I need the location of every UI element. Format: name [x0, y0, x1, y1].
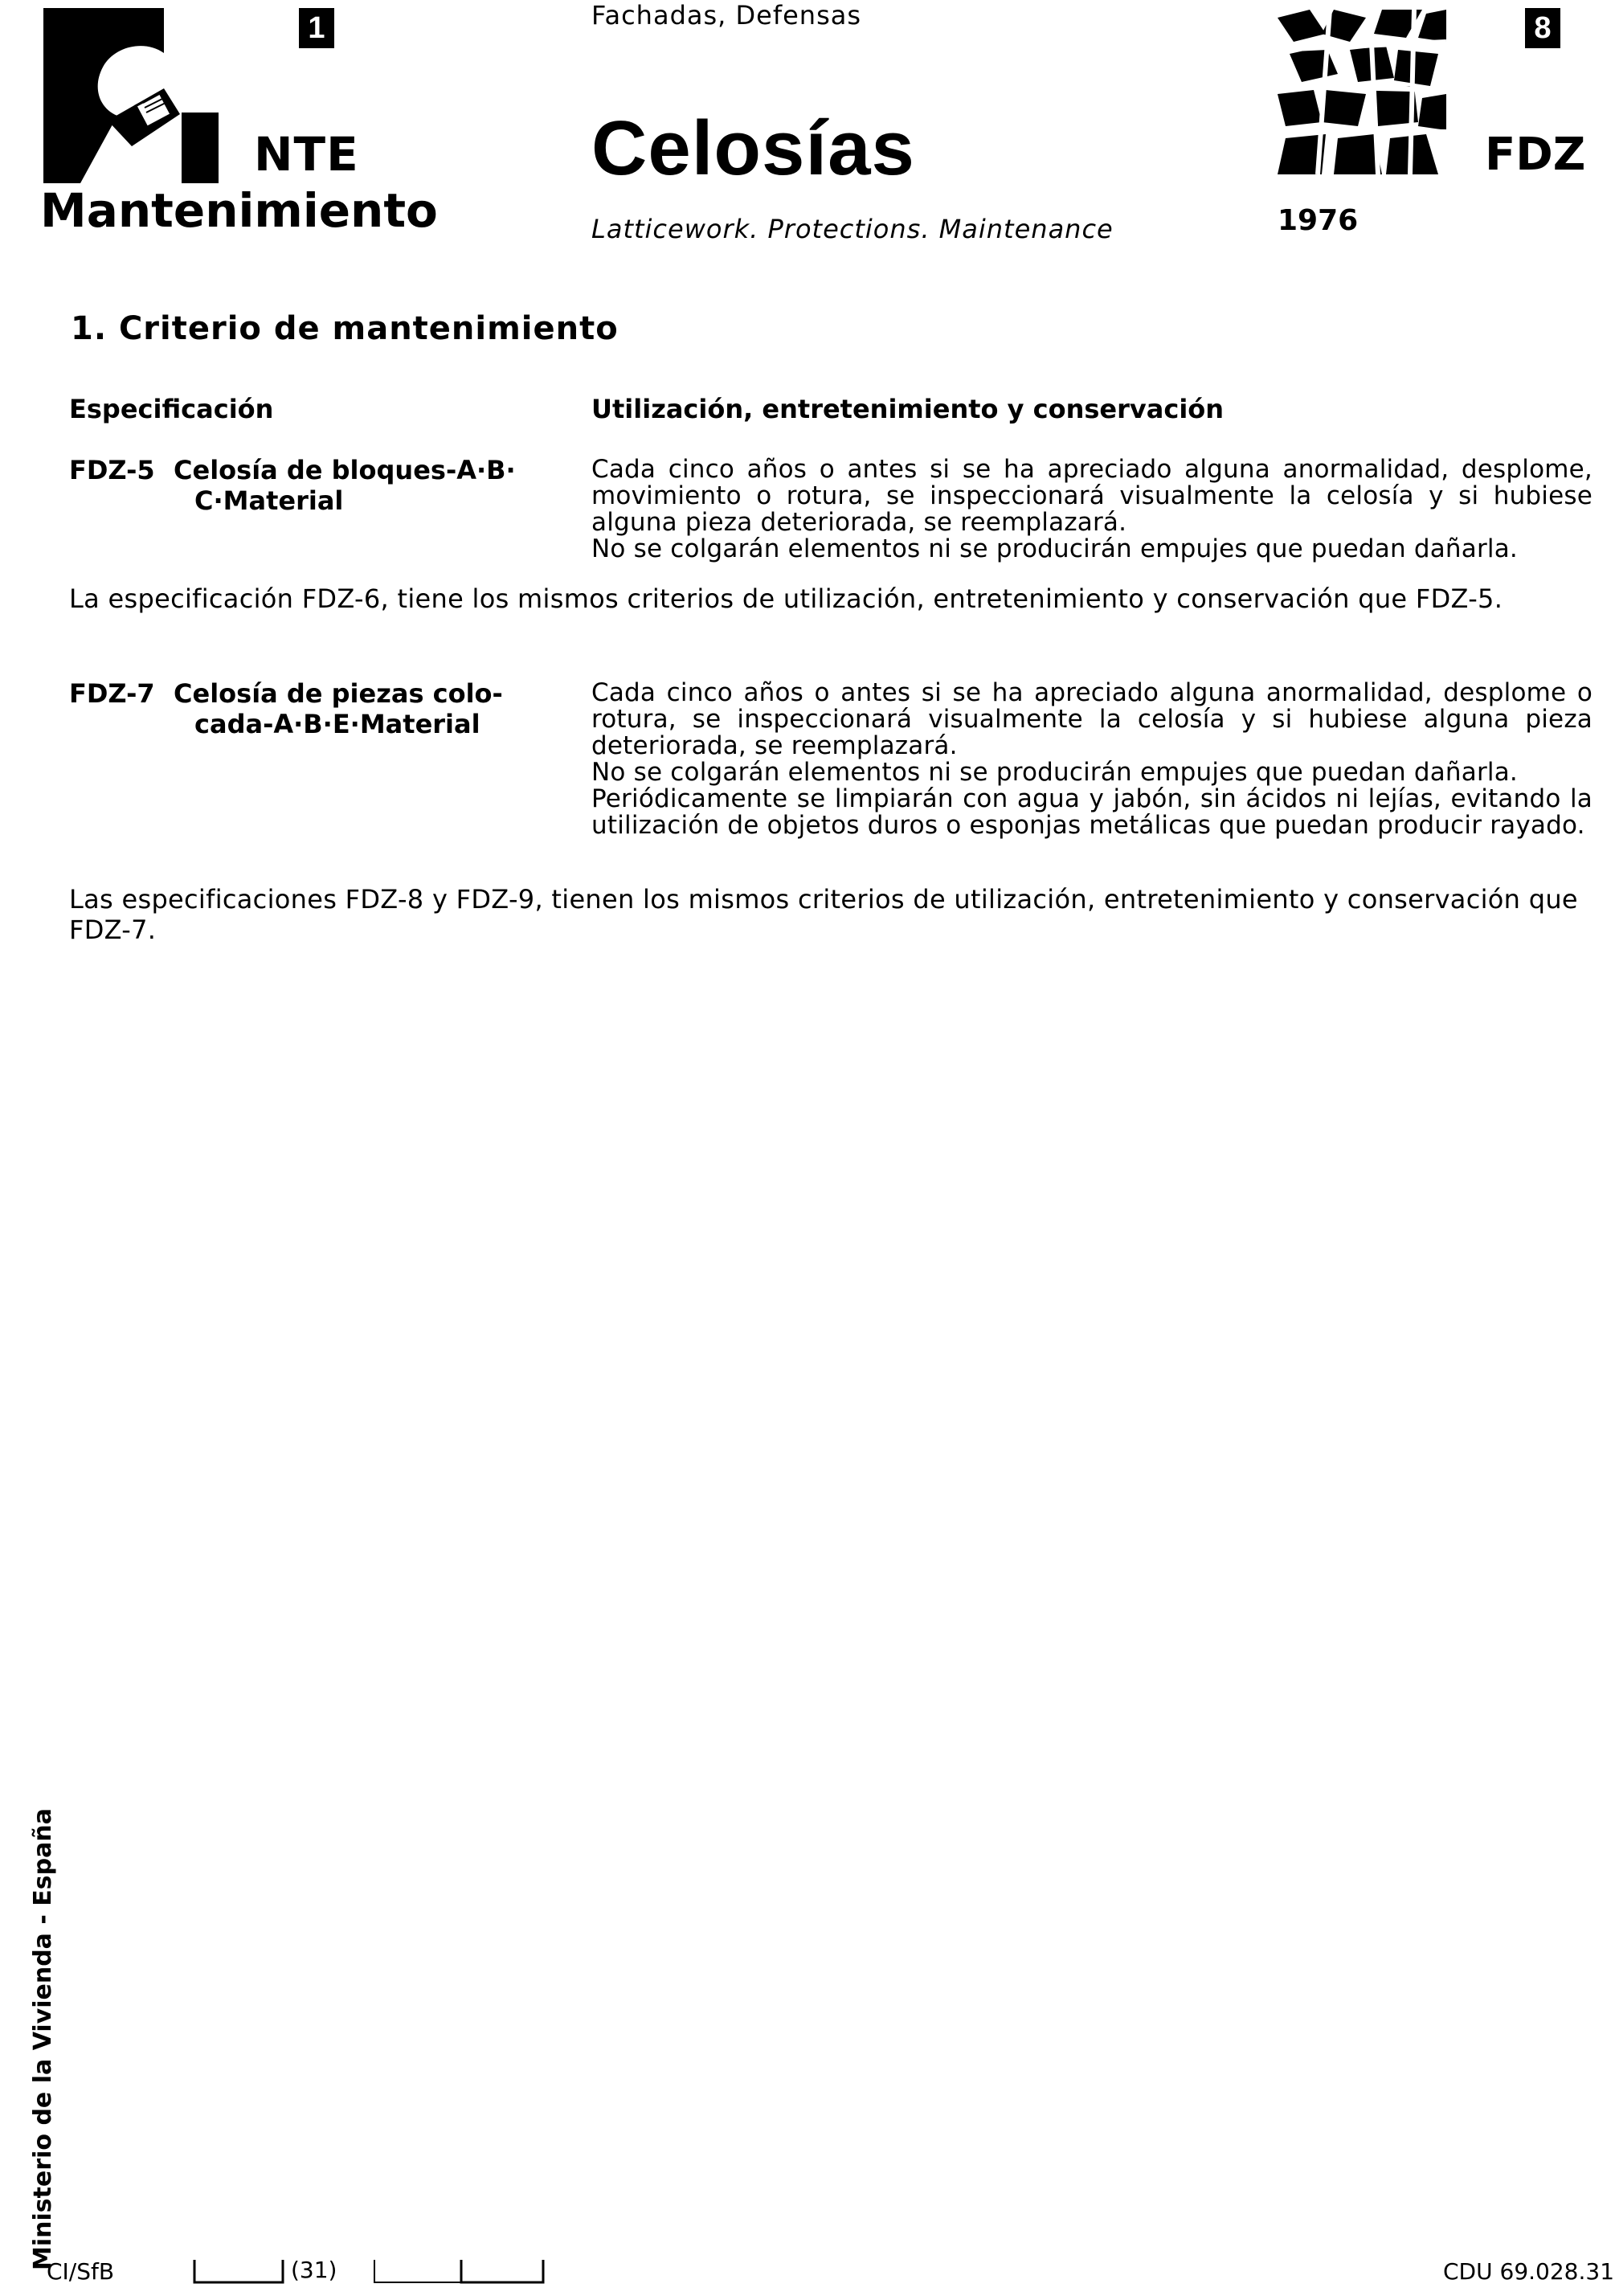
page-subtitle: Latticework. Protections. Maintenance [591, 214, 1114, 244]
column-header-use: Utilización, entretenimiento y conservación [591, 394, 1225, 424]
cisfb-boxes [193, 2255, 546, 2287]
nte-logo [43, 8, 236, 183]
spec-description [591, 680, 1593, 839]
column-header-spec: Especificación [69, 394, 274, 424]
document-code: FDZ [1485, 129, 1586, 181]
badge-right: 8 [1525, 8, 1560, 48]
cisfb-label: CI/SfB [47, 2258, 115, 2285]
spec-name [174, 678, 503, 739]
nte-label: NTE [254, 127, 359, 182]
paragraph: Cada cinco años o antes si se ha apreciado alguna anormalidad, desplome, movimiento o rotura, se inspeccionará visualmente la celosía y si hubiese alguna pieza deteriorada, se reemplazará. [591, 455, 1593, 537]
paragraph: No se colgarán elementos ni se producirán empujes que puedan dañarla. [591, 534, 1518, 563]
page-title: Celosías [591, 105, 915, 191]
spec-name-line: cada-A·B·E·Material [194, 709, 480, 739]
ministry-label [0, 1808, 57, 2270]
spec-name-line: Celosía de bloques-A·B· [174, 455, 516, 485]
spec-name-line: Celosía de piezas colo- [174, 678, 503, 709]
ministry-text: Ministerio de la Vivienda - España [29, 1808, 57, 2270]
spec-code: FDZ-7 [69, 678, 155, 709]
cisfb-code: (31) [291, 2257, 337, 2283]
note-fdz8-9: Las especificaciones FDZ-8 y FDZ-9, tienen los mismos criterios de utilización, entretenimiento y conservación que FDZ-7. [69, 884, 1578, 945]
paragraph: Periódicamente se limpiarán con agua y jabón, sin ácidos ni lejías, evitando la utilización de objetos duros o esponjas metálicas que puedan producir rayado. [591, 784, 1593, 840]
spec-description [591, 456, 1593, 563]
section-heading: 1. Criterio de mantenimiento [71, 310, 619, 347]
lattice-pattern-icon [1278, 10, 1446, 174]
badge-left: 1 [299, 8, 334, 48]
spec-name [174, 455, 516, 516]
note-fdz6: La especificación FDZ-6, tiene los mismos criterios de utilización, entretenimiento y conservación que FDZ-5. [69, 583, 1503, 614]
paragraph: Cada cinco años o antes si se ha apreciado alguna anormalidad, desplome o rotura, se inspeccionará visualmente la celosía y si hubiese alguna pieza deteriorada, se reemplazará. [591, 678, 1593, 760]
document-year: 1976 [1278, 204, 1359, 237]
spec-code: FDZ-5 [69, 455, 155, 485]
section-label: Fachadas, Defensas [591, 0, 862, 31]
paragraph: No se colgarán elementos ni se producirán empujes que puedan dañarla. [591, 758, 1518, 787]
wrench-icon [43, 8, 236, 183]
mantenimiento-label: Mantenimiento [40, 183, 438, 238]
cdu-code: CDU 69.028.31 [1443, 2258, 1615, 2285]
spec-name-line: C·Material [194, 485, 344, 516]
